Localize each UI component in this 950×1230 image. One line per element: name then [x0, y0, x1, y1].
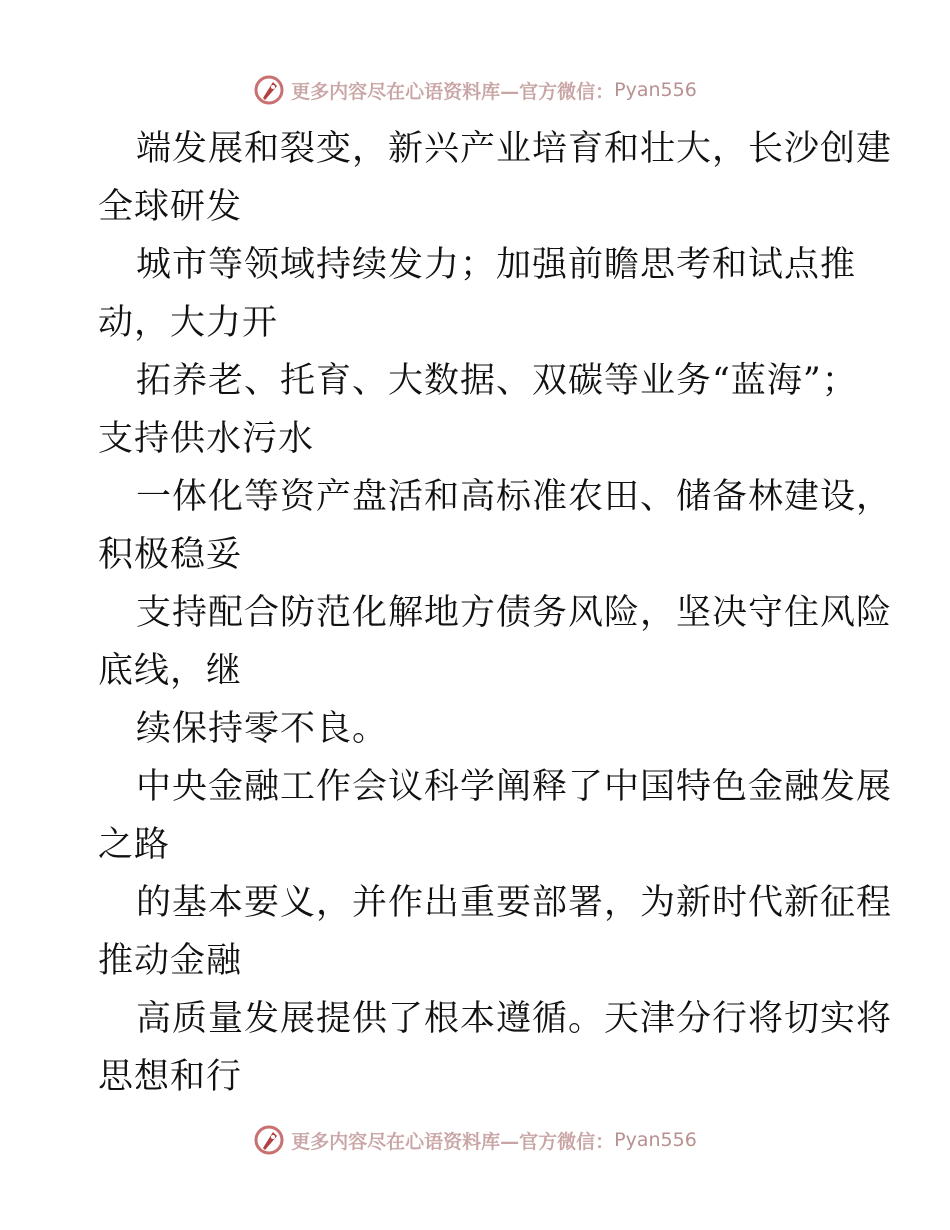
- text-line: 全球研发: [98, 187, 243, 227]
- text-line: 支持配合防范化解地方债务风险，坚决守住风险: [136, 593, 893, 633]
- text-line: 续保持零不良。: [136, 709, 389, 749]
- watermark-wechat-id: Pyan556: [614, 79, 697, 101]
- text-line: 动，大力开: [98, 303, 279, 343]
- text-line: 思想和行: [98, 1057, 243, 1097]
- text-line: 之路: [98, 825, 171, 865]
- text-line: 高质量发展提供了根本遵循。天津分行将切实将: [136, 999, 893, 1039]
- pen-nib-icon: [253, 1124, 285, 1156]
- watermark-text: 更多内容尽在心语资料库—官方微信：: [291, 1130, 615, 1153]
- text-line: 拓养老、托育、大数据、双碳等业务“蓝海”；: [136, 361, 858, 401]
- text-line: 底线，继: [98, 651, 243, 691]
- text-line: 中央金融工作会议科学阐释了中国特色金融发展: [136, 767, 893, 807]
- text-line: 端发展和裂变，新兴产业培育和壮大，长沙创建: [136, 129, 893, 169]
- watermark-text: 更多内容尽在心语资料库—官方微信：: [291, 80, 615, 103]
- watermark-wechat-id: Pyan556: [614, 1129, 697, 1151]
- pen-nib-icon: [253, 74, 285, 106]
- text-line: 推动金融: [98, 941, 243, 981]
- footer-watermark: [0, 1122, 950, 1158]
- text-line: 一体化等资产盘活和高标准农田、储备林建设，: [136, 477, 893, 517]
- text-line: 城市等领域持续发力；加强前瞻思考和试点推: [136, 245, 857, 285]
- document-body: [98, 120, 893, 1106]
- header-watermark: [0, 72, 950, 108]
- text-line: 支持供水污水: [98, 419, 315, 459]
- text-line: 积极稳妥: [98, 535, 243, 575]
- text-line: 的基本要义，并作出重要部署，为新时代新征程: [136, 883, 893, 923]
